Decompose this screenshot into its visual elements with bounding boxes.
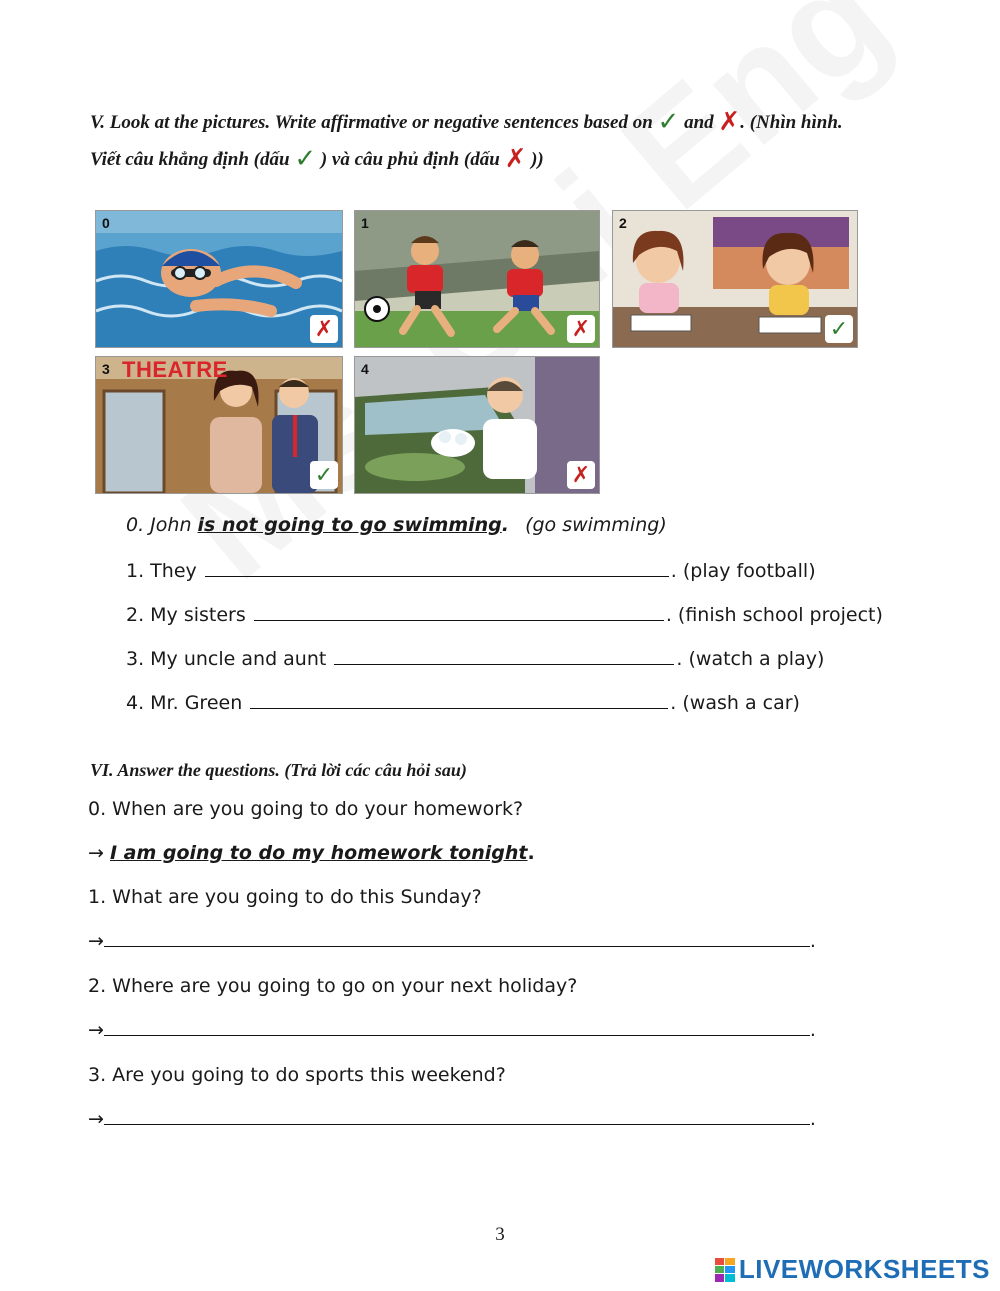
liveworksheets-logo-icon — [715, 1258, 735, 1282]
item-hint: . (finish school project) — [665, 604, 883, 626]
exercise-5-item-3 — [126, 648, 824, 670]
picture-0-swimming — [95, 210, 343, 348]
theatre-sign: THEATRE — [122, 357, 228, 382]
picture-3-theatre — [95, 356, 343, 494]
exercise-5-item-1 — [126, 560, 816, 582]
instruction-text: V. Look at the pictures. Write affirmative or negative sentences based on — [90, 112, 653, 133]
tick-icon: ✓ — [294, 144, 317, 174]
example-hint: (go swimming) — [525, 514, 667, 536]
picture-number: 3 — [102, 361, 110, 377]
liveworksheets-logo[interactable] — [715, 1254, 990, 1285]
line-end: . — [809, 930, 816, 952]
item-hint: . (wash a car) — [670, 692, 800, 714]
item-prefix: 3. My uncle and aunt — [126, 648, 327, 670]
brand-text: LIVEWORKSHEETS — [738, 1254, 990, 1284]
instruction-text-vi: . (Nhìn hình. — [740, 112, 843, 133]
cross-icon: ✗ — [504, 144, 527, 174]
item-hint: . (play football) — [670, 560, 816, 582]
item-prefix: 1. They — [126, 560, 197, 582]
tick-icon: ✓ — [310, 461, 338, 489]
question-2: 2. Where are you going to go on your next holiday? — [88, 975, 578, 997]
example-end: . — [527, 842, 535, 864]
swimming-illustration — [96, 211, 342, 347]
line-end: . — [809, 1019, 816, 1041]
car-wash-illustration — [355, 357, 599, 493]
answer-blank[interactable] — [250, 707, 668, 709]
instruction-text-vi-2: Viết câu khẳng định (dấu — [90, 149, 290, 170]
answer-rule[interactable] — [104, 1034, 810, 1036]
cross-icon: ✗ — [310, 315, 338, 343]
arrow-icon: → — [88, 930, 104, 952]
instruction-text-vi-4: )) — [531, 149, 544, 170]
page-number: 3 — [495, 1224, 505, 1245]
answer-line-1[interactable] — [88, 930, 816, 952]
example-answer: is not going to go swimming — [197, 514, 502, 536]
item-prefix: 2. My sisters — [126, 604, 246, 626]
question-3: 3. Are you going to do sports this weekend? — [88, 1064, 506, 1086]
cross-icon: ✗ — [567, 461, 595, 489]
cross-icon: ✗ — [567, 315, 595, 343]
answer-blank[interactable] — [334, 663, 674, 665]
answer-blank[interactable] — [254, 619, 664, 621]
instruction-text-vi-3: ) và câu phủ định (dấu — [320, 149, 500, 170]
picture-number: 4 — [361, 361, 369, 377]
football-illustration — [355, 211, 599, 347]
section-6-title: VI. Answer the questions. (Trả lời các câu hỏi sau) — [90, 760, 467, 780]
exercise-5-item-4 — [126, 692, 800, 714]
section-6-example-answer — [88, 842, 535, 864]
answer-rule[interactable] — [104, 1123, 810, 1125]
example-prefix: 0. John — [126, 514, 198, 536]
arrow-icon: → — [88, 842, 104, 864]
picture-1-football — [354, 210, 600, 348]
example-end: . — [501, 514, 510, 536]
cross-icon: ✗ — [718, 107, 741, 137]
example-answer: I am going to do my homework tonight — [109, 842, 528, 864]
item-prefix: 4. Mr. Green — [126, 692, 243, 714]
studying-illustration — [613, 211, 857, 347]
tick-icon: ✓ — [825, 315, 853, 343]
picture-number: 0 — [102, 215, 110, 231]
tick-icon: ✓ — [657, 107, 680, 137]
section-6-example-question: 0. When are you going to do your homework? — [88, 798, 524, 820]
answer-blank[interactable] — [205, 575, 669, 577]
answer-line-3[interactable] — [88, 1108, 816, 1130]
answer-line-2[interactable] — [88, 1019, 816, 1041]
section-5-instruction — [90, 104, 950, 178]
picture-number: 2 — [619, 215, 627, 231]
picture-2-studying — [612, 210, 858, 348]
answer-rule[interactable] — [104, 945, 810, 947]
question-1: 1. What are you going to do this Sunday? — [88, 886, 482, 908]
picture-4-washing-car — [354, 356, 600, 494]
line-end: . — [809, 1108, 816, 1130]
arrow-icon: → — [88, 1108, 104, 1130]
picture-number: 1 — [361, 215, 369, 231]
arrow-icon: → — [88, 1019, 104, 1041]
instruction-and: and — [684, 112, 714, 133]
item-hint: . (watch a play) — [676, 648, 825, 670]
exercise-5-item-2 — [126, 604, 883, 626]
exercise-5-example — [126, 514, 667, 536]
